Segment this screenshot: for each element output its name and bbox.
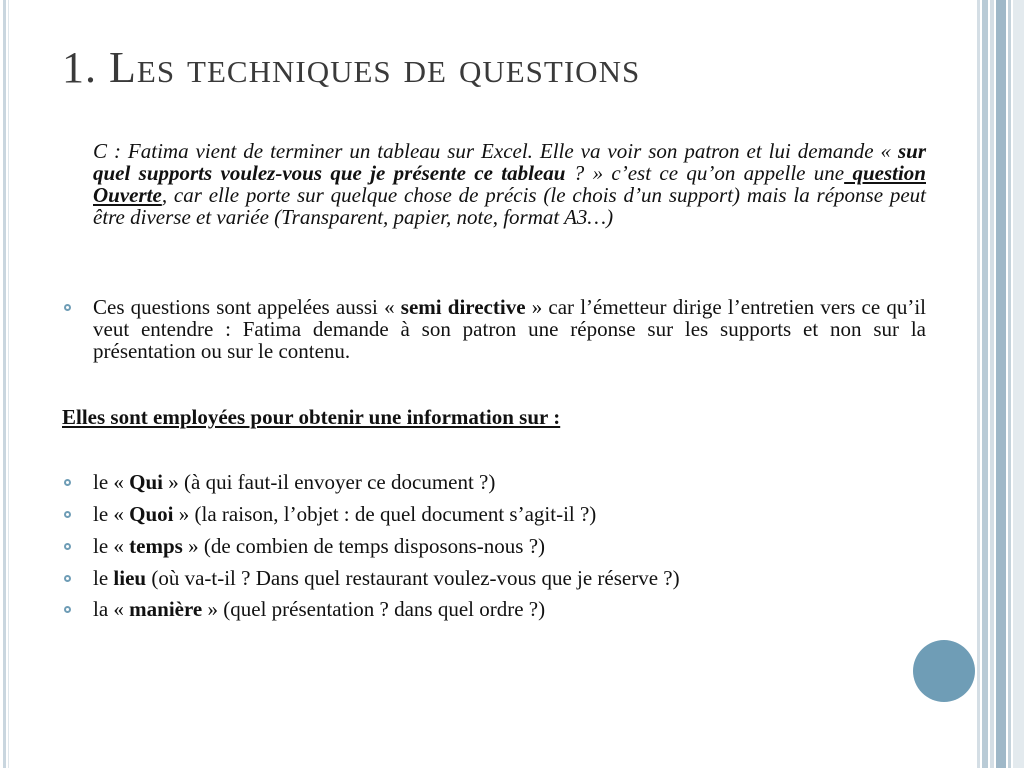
item-keyword: Qui — [129, 470, 164, 494]
item-keyword: manière — [129, 597, 203, 621]
right-decor-bar — [977, 0, 980, 768]
bullet-icon — [64, 606, 71, 613]
quote-text: ? » c’est ce qu’on appelle une — [565, 161, 845, 185]
bullet-paragraph — [93, 296, 926, 362]
list-item — [93, 502, 596, 527]
quote-text: C : Fatima vient de terminer un tableau sur Excel. Elle va voir son patron et lui demande « — [93, 139, 898, 163]
item-detail: » (la raison, l’objet : de quel document s’agit-il ?) — [173, 502, 597, 526]
list-item — [93, 470, 495, 495]
list-item — [93, 566, 680, 591]
decor-circle — [913, 640, 975, 702]
right-decor-bar — [1013, 0, 1024, 768]
item-prefix: le « — [93, 502, 130, 526]
left-border-line — [3, 0, 6, 768]
item-keyword: Quoi — [129, 502, 174, 526]
list-item — [93, 534, 545, 559]
item-prefix: la « — [93, 597, 130, 621]
item-detail: » (à qui faut-il envoyer ce document ?) — [163, 470, 496, 494]
bullet-text: » car l’émetteur dirige l’entretien vers ce qu’il veut entendre : Fatima demande à son patron une réponse sur les supports et non sur la présentation ou sur le contenu. — [93, 295, 927, 363]
item-detail: » (de combien de temps disposons-nous ?) — [182, 534, 546, 558]
right-decor-bar — [996, 0, 1006, 768]
list-item — [93, 597, 545, 622]
right-decor-bar — [982, 0, 988, 768]
item-keyword: temps — [129, 534, 183, 558]
bullet-icon — [64, 304, 71, 311]
item-keyword: lieu — [113, 566, 147, 590]
right-decor-bar — [990, 0, 994, 768]
item-prefix: le — [93, 566, 114, 590]
section-heading: Elles sont employées pour obtenir une information sur : — [62, 405, 561, 429]
bullet-icon — [64, 479, 71, 486]
item-prefix: le « — [93, 534, 130, 558]
item-detail: » (quel présentation ? dans quel ordre ?) — [202, 597, 546, 621]
right-decor-bar — [1008, 0, 1011, 768]
bullet-icon — [64, 511, 71, 518]
bullet-text: Ces questions sont appelées aussi « — [93, 295, 401, 319]
question-type: question Ouverte — [93, 161, 926, 207]
quote-text: , car elle porte sur quelque chose de précis (le chois d’un support) mais la réponse peut être diverse et variée (Transparent, papier, note, format A3…) — [93, 183, 926, 229]
left-border-line — [8, 0, 9, 768]
item-detail: (où va-t-il ? Dans quel restaurant voulez-vous que je réserve ?) — [146, 566, 680, 590]
item-prefix: le « — [93, 470, 130, 494]
bullet-bold: semi directive — [400, 295, 526, 319]
example-paragraph — [93, 140, 926, 228]
quote-question: sur quel supports voulez-vous que je présente ce tableau — [93, 139, 926, 185]
bullet-icon — [64, 575, 71, 582]
slide-title: 1. Les techniques de questions — [62, 43, 641, 92]
bullet-icon — [64, 543, 71, 550]
